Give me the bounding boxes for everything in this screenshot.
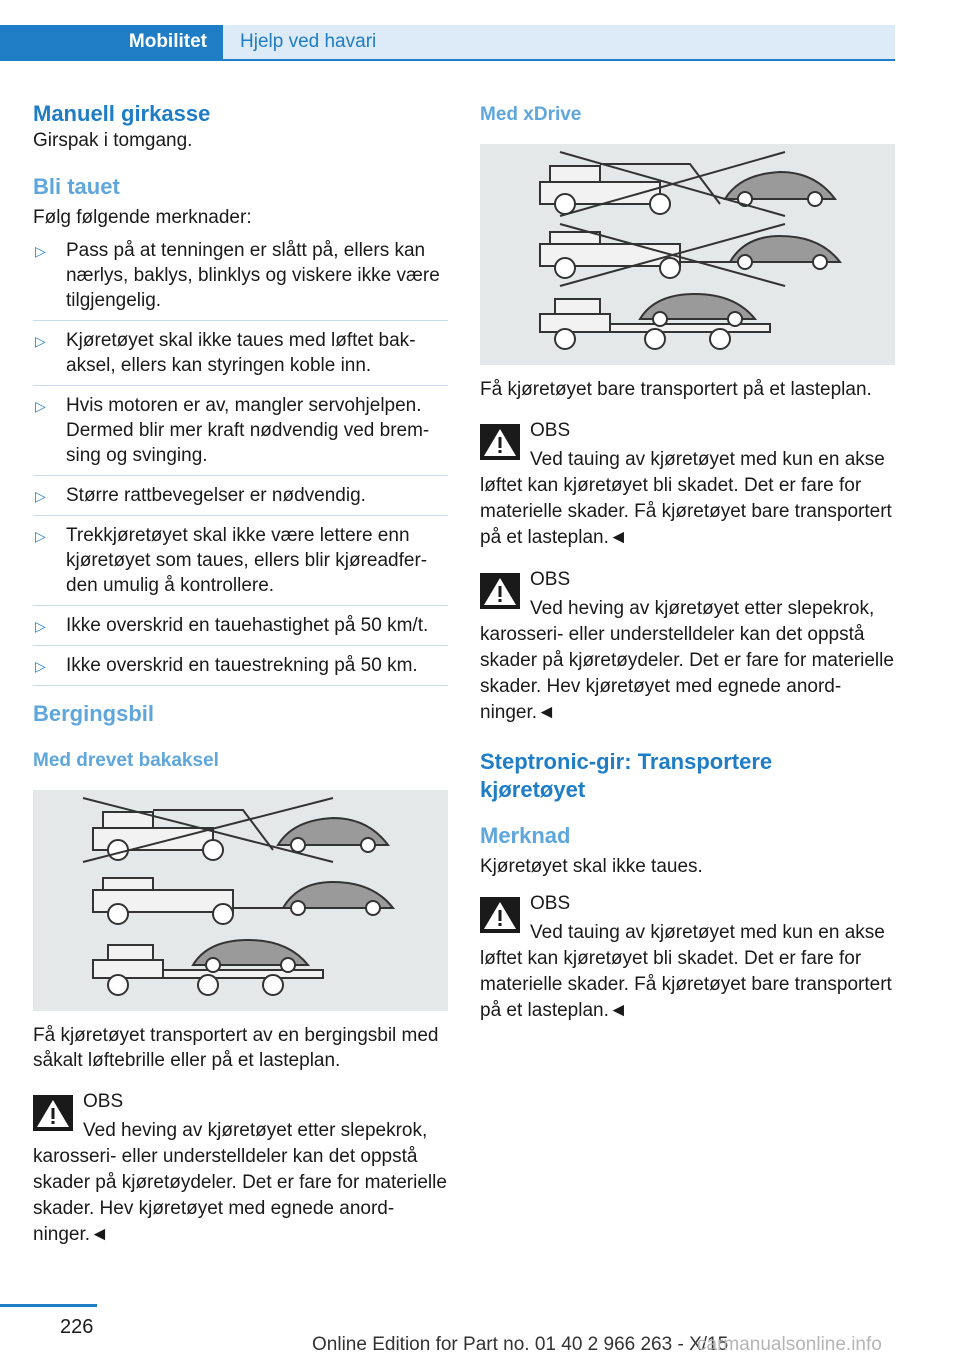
triangle-bullet-icon: ▷ bbox=[35, 618, 46, 634]
list-item: ▷ Trekkjøretøyet skal ikke være lettere enn kjøretøyet som taues, ellers blir kjøreadferden umulig å kontrollere. bbox=[33, 523, 448, 606]
warning-label: OBS bbox=[83, 1091, 124, 1112]
edition-note: Online Edition for Part no. 01 40 2 966 263 - X/15 bbox=[312, 1334, 729, 1355]
heading-steptronic-transport: Steptronic-gir: Transportere kjøretøyet bbox=[480, 749, 773, 802]
warning-triangle-icon bbox=[33, 1095, 73, 1131]
triangle-bullet-icon: ▷ bbox=[35, 488, 46, 504]
text-xdrive: Få kjøretøyet bare transportert på et lasteplan. bbox=[480, 379, 872, 400]
list-item: ▷ Større rattbevegelser er nødvendig. bbox=[33, 483, 448, 516]
warning-triangle-icon bbox=[480, 573, 520, 609]
page-number: 226 bbox=[60, 1316, 94, 1338]
warning-label: OBS bbox=[530, 569, 571, 590]
warning-block bbox=[480, 567, 895, 726]
tow-truck-icon bbox=[33, 790, 448, 1011]
list-item: ▷ Ikke overskrid en tauehastighet på 50 km/t. bbox=[33, 613, 448, 646]
warning-text: Ved tauing av kjøretøyet med kun en akse løftet kan kjøretøyet bli skadet. Det er fare for materielle skader. Få kjøretøyet bare transportert på et lasteplan.◄ bbox=[480, 449, 892, 548]
towing-notes-list bbox=[33, 238, 448, 686]
text-manual-gearbox: Girspak i tomgang. bbox=[33, 130, 193, 151]
tow-methods-illustration-rear bbox=[33, 790, 448, 1011]
tab-hjelp-ved-havari[interactable]: Hjelp ved havari bbox=[223, 25, 895, 59]
left-column bbox=[33, 100, 448, 1248]
right-column bbox=[480, 100, 895, 1024]
heading-towing: Bli tauet bbox=[33, 174, 120, 199]
warning-triangle-icon bbox=[480, 424, 520, 460]
text-rear-drive: Få kjøretøyet transportert av en bergingsbil med såkalt løftebrille eller på et lasteplan. bbox=[33, 1025, 439, 1071]
warning-text: Ved heving av kjøretøyet etter slepekrok, karosseri- eller understelldeler kan det oppstå skader på kjøretøydeler. Det er fare for materielle skader. Hev kjøretøyet med egnede anordninger.◄ bbox=[33, 1120, 447, 1245]
warning-block bbox=[480, 418, 895, 551]
heading-xdrive: Med xDrive bbox=[480, 104, 582, 125]
heading-manual-gearbox: Manuell girkasse bbox=[33, 101, 211, 126]
header-tabs bbox=[0, 25, 895, 61]
warning-text: Ved tauing av kjøretøyet med kun en akse løftet kan kjøretøyet bli skadet. Det er fare for materielle skader. Få kjøretøyet bare transportert på et lasteplan.◄ bbox=[480, 922, 892, 1021]
triangle-bullet-icon: ▷ bbox=[35, 398, 46, 414]
tab-mobilitet[interactable]: Mobilitet bbox=[0, 25, 223, 59]
warning-text: Ved heving av kjøretøyet etter slepekrok, karosseri- eller understelldeler kan det oppstå skader på kjøretøydeler. Det er fare for materielle skader. Hev kjøretøyet med egnede anordninger.◄ bbox=[480, 598, 894, 723]
tow-truck-icon bbox=[480, 144, 895, 365]
triangle-bullet-icon: ▷ bbox=[35, 243, 46, 259]
warning-label: OBS bbox=[530, 893, 571, 914]
text-towing-intro: Følg følgende merknader: bbox=[33, 207, 252, 228]
warning-block bbox=[480, 891, 895, 1024]
footer-accent-bar bbox=[0, 1304, 97, 1307]
triangle-bullet-icon: ▷ bbox=[35, 528, 46, 544]
heading-tow-truck: Bergingsbil bbox=[33, 701, 155, 726]
warning-label: OBS bbox=[530, 420, 571, 441]
heading-rear-drive: Med drevet bakaksel bbox=[33, 750, 219, 771]
watermark: carmanualsonline.info bbox=[697, 1334, 882, 1355]
text-note: Kjøretøyet skal ikke taues. bbox=[480, 856, 703, 877]
header-divider bbox=[0, 59, 895, 61]
tow-methods-illustration-xdrive bbox=[480, 144, 895, 365]
list-item: ▷ Hvis motoren er av, mangler servohjelpen. Dermed blir mer kraft nødvendig ved bremsing og svinging. bbox=[33, 393, 448, 476]
triangle-bullet-icon: ▷ bbox=[35, 658, 46, 674]
warning-triangle-icon bbox=[480, 897, 520, 933]
warning-block bbox=[33, 1089, 448, 1248]
list-item: ▷ Pass på at tenningen er slått på, ellers kan nærlys, baklys, blinklys og viskere ikke være tilgjengelig. bbox=[33, 238, 448, 321]
heading-note: Merknad bbox=[480, 823, 571, 848]
list-item: ▷ Kjøretøyet skal ikke taues med løftet bakaksel, ellers kan styringen koble inn. bbox=[33, 328, 448, 386]
triangle-bullet-icon: ▷ bbox=[35, 333, 46, 349]
list-item: ▷ Ikke overskrid en tauestrekning på 50 km. bbox=[33, 653, 448, 686]
